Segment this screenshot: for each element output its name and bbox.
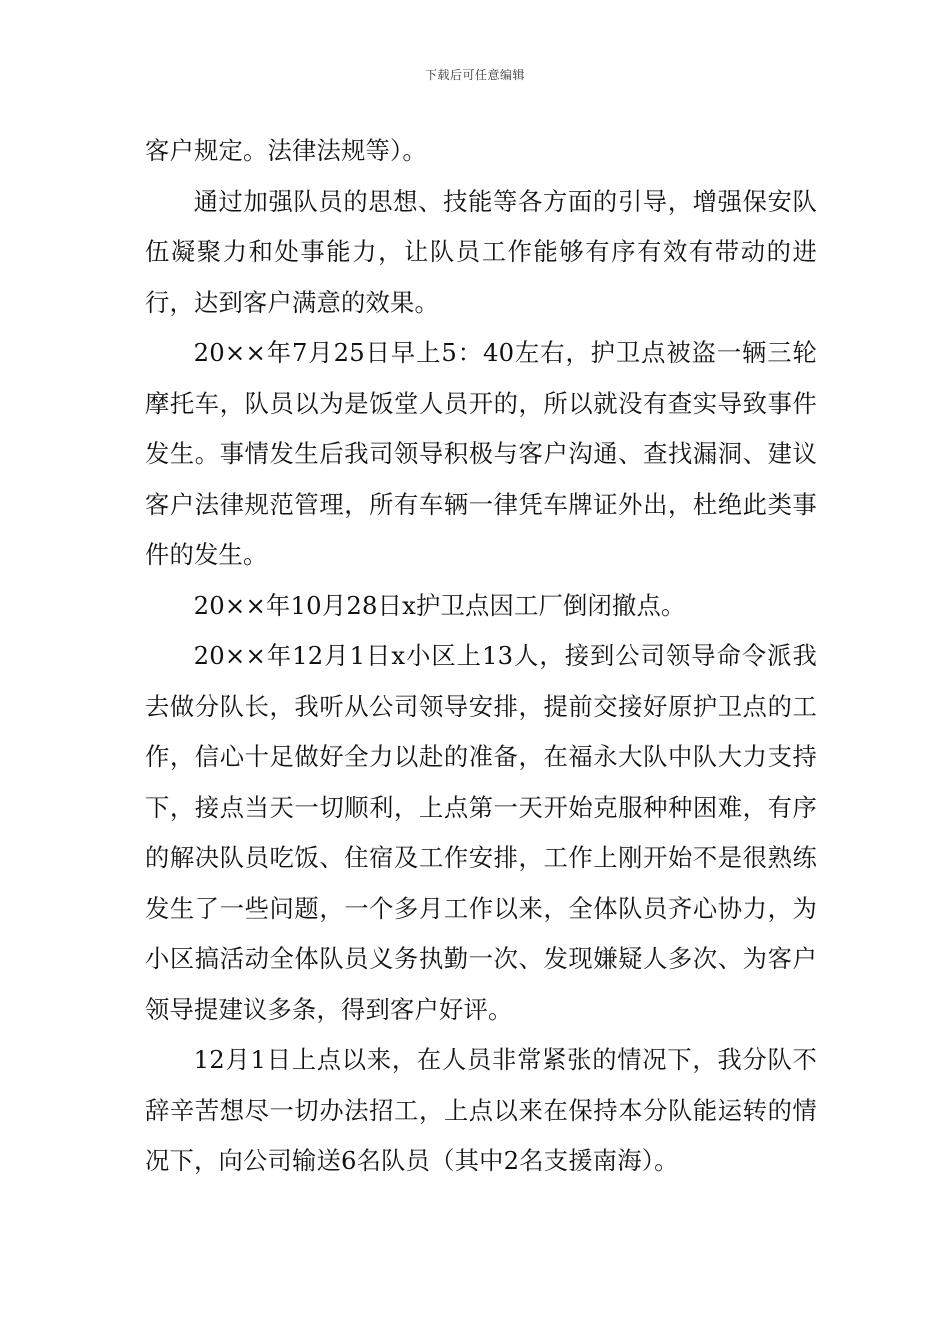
paragraph-6: 12月1日上点以来，在人员非常紧张的情况下，我分队不辞辛苦想尽一切办法招工，上点以来在保持本分队能运转的情况下，向公司输送6名队员（其中2名支援南海）。	[145, 1045, 817, 1175]
paragraph-1: 客户规定。法律法规等）。	[145, 136, 427, 165]
paragraph-2: 通过加强队员的思想、技能等各方面的引导，增强保安队伍凝聚力和处事能力，让队员工作能够有序有效有带动的进行，达到客户满意的效果。	[145, 186, 817, 317]
paragraph-5: 20××年12月1日x小区上13人，接到公司领导命令派我去做分队长，我听从公司领导安排，提前交接好原护卫点的工作，信心十足做好全力以赴的准备，在福永大队中队大力支持下，接点当天一切顺利，上点第一天开始克服种种困难，有序的解决队员吃饭、住宿及工作安排，工作上刚开始不是很熟练发生了一些问题，一个多月工作以来，全体队员齐心协力，为小区搞活动全体队员义务执勤一次、发现嫌疑人多次、为客户领导提建议多条，得到客户好评。	[145, 641, 817, 1024]
document-body	[145, 126, 817, 1187]
paragraph-4: 20××年10月28日x护卫点因工厂倒闭撤点。	[193, 590, 686, 620]
page-header: 下载后可任意编辑	[424, 68, 525, 82]
paragraph-3: 20××年7月25日早上5：40左右，护卫点被盗一辆三轮摩托车，队员以为是饭堂人员开的，所以就没有查实导致事件发生。事情发生后我司领导积极与客户沟通、查找漏洞、建议客户法律规范管理，所有车辆一律凭车牌证外出，杜绝此类事件的发生。	[145, 338, 817, 569]
